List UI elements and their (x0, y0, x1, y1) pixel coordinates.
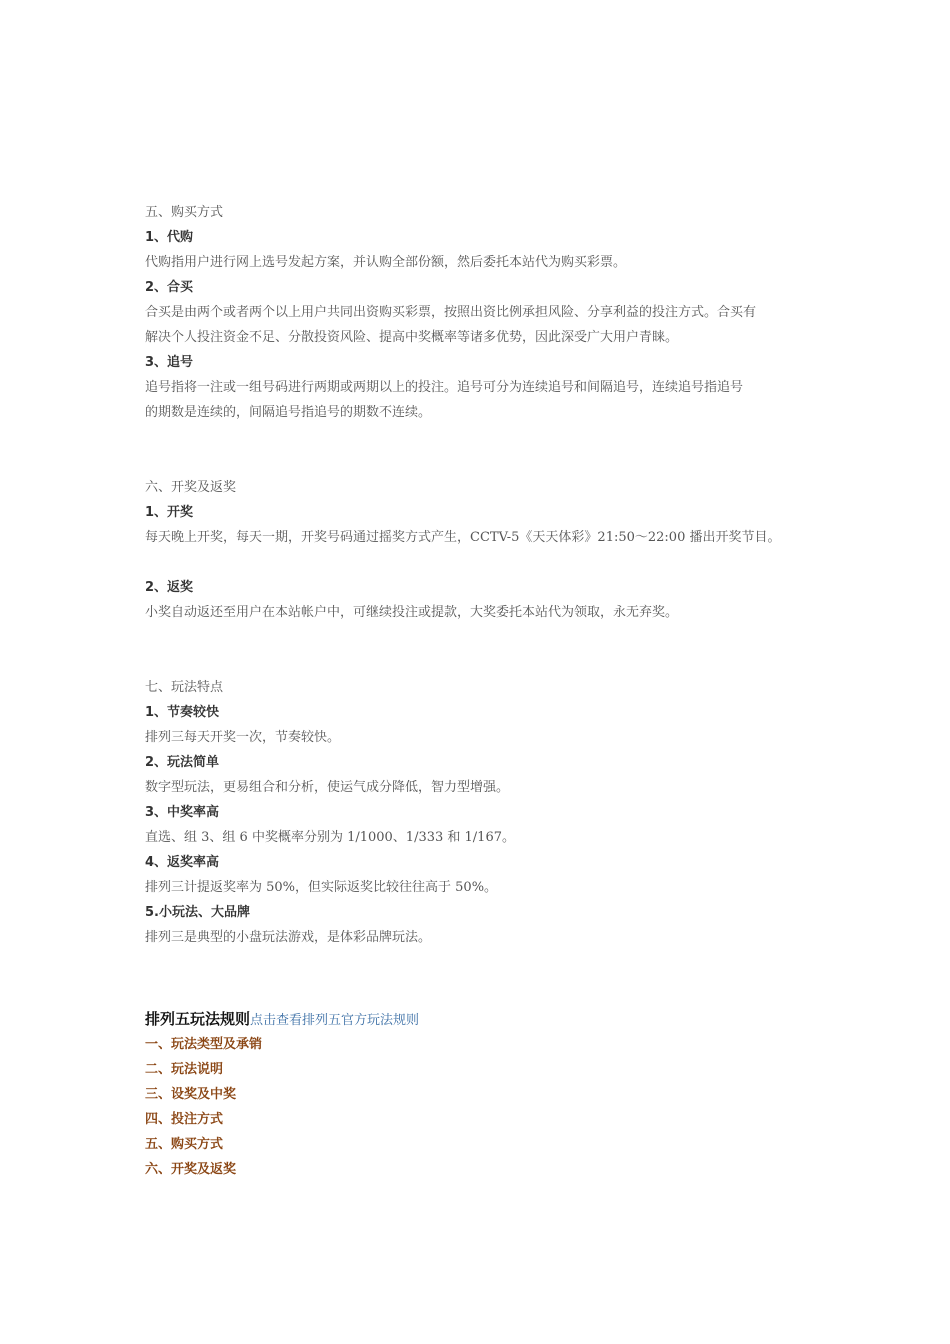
paragraph-line: 代购指用户进行网上选号发起方案，并认购全部份额，然后委托本站代为购买彩票。 (145, 255, 627, 270)
paragraph-line: 排列三是典型的小盘玩法游戏，是体彩品牌玩法。 (145, 930, 432, 945)
item-heading: 1、代购 (145, 230, 194, 245)
paragraph-line: 追号指将一注或一组号码进行两期或两期以上的投注。追号可分为连续追号和间隔追号，连续追号指追号 (145, 380, 744, 395)
paragraph-line: 每天晚上开奖，每天一期，开奖号码通过摇奖方式产生，CCTV-5《天天体彩》21:50～22:00 播出开奖节目。 (145, 530, 781, 545)
section-title: 五、购买方式 (145, 205, 224, 220)
item-heading: 3、追号 (145, 355, 194, 370)
item-heading: 1、节奏较快 (145, 705, 220, 720)
toc-link[interactable]: 五、购买方式 (145, 1137, 224, 1152)
spacer (145, 425, 835, 450)
paragraph-line: 合买是由两个或者两个以上用户共同出资购买彩票，按照出资比例承担风险、分享利益的投注方式。合买有 (145, 305, 757, 320)
paragraph-line: 解决个人投注资金不足、分散投资风险、提高中奖概率等诸多优势，因此深受广大用户青睐。 (145, 330, 679, 345)
spacer (145, 625, 835, 650)
paragraph-line: 排列三每天开奖一次，节奏较快。 (145, 730, 341, 745)
paragraph-line: 直选、组 3、组 6 中奖概率分别为 1/1000、1/333 和 1/167。 (145, 830, 515, 845)
item-heading: 1、开奖 (145, 505, 194, 520)
paragraph-line: 小奖自动返还至用户在本站帐户中，可继续投注或提款，大奖委托本站代为领取，永无弃奖。 (145, 605, 679, 620)
document-page (145, 200, 835, 1182)
spacer (145, 650, 835, 675)
paragraph-line: 数字型玩法，更易组合和分析，使运气成分降低，智力型增强。 (145, 780, 510, 795)
rules-title-row (145, 1006, 835, 1032)
item-heading: 5.小玩法、大品牌 (145, 905, 250, 920)
item-heading: 4、返奖率高 (145, 855, 220, 870)
item-heading: 2、玩法简单 (145, 755, 220, 770)
item-heading: 3、中奖率高 (145, 805, 220, 820)
toc-link[interactable]: 三、设奖及中奖 (145, 1087, 237, 1102)
official-rules-link[interactable]: 点击查看排列五官方玩法规则 (250, 1013, 420, 1028)
item-heading: 2、合买 (145, 280, 194, 295)
spacer (145, 950, 835, 975)
spacer (145, 550, 835, 575)
toc-link[interactable]: 四、投注方式 (145, 1112, 224, 1127)
section-title: 七、玩法特点 (145, 680, 224, 695)
item-heading: 2、返奖 (145, 580, 194, 595)
paragraph-line: 的期数是连续的，间隔追号指追号的期数不连续。 (145, 405, 432, 420)
toc-link[interactable]: 二、玩法说明 (145, 1062, 224, 1077)
rules-title: 排列五玩法规则 (145, 1010, 251, 1028)
section-title: 六、开奖及返奖 (145, 480, 237, 495)
paragraph-line: 排列三计提返奖率为 50%，但实际返奖比较往往高于 50%。 (145, 880, 498, 895)
spacer (145, 975, 835, 1000)
spacer (145, 450, 835, 475)
toc-link[interactable]: 六、开奖及返奖 (145, 1162, 237, 1177)
toc-link[interactable]: 一、玩法类型及承销 (145, 1037, 263, 1052)
